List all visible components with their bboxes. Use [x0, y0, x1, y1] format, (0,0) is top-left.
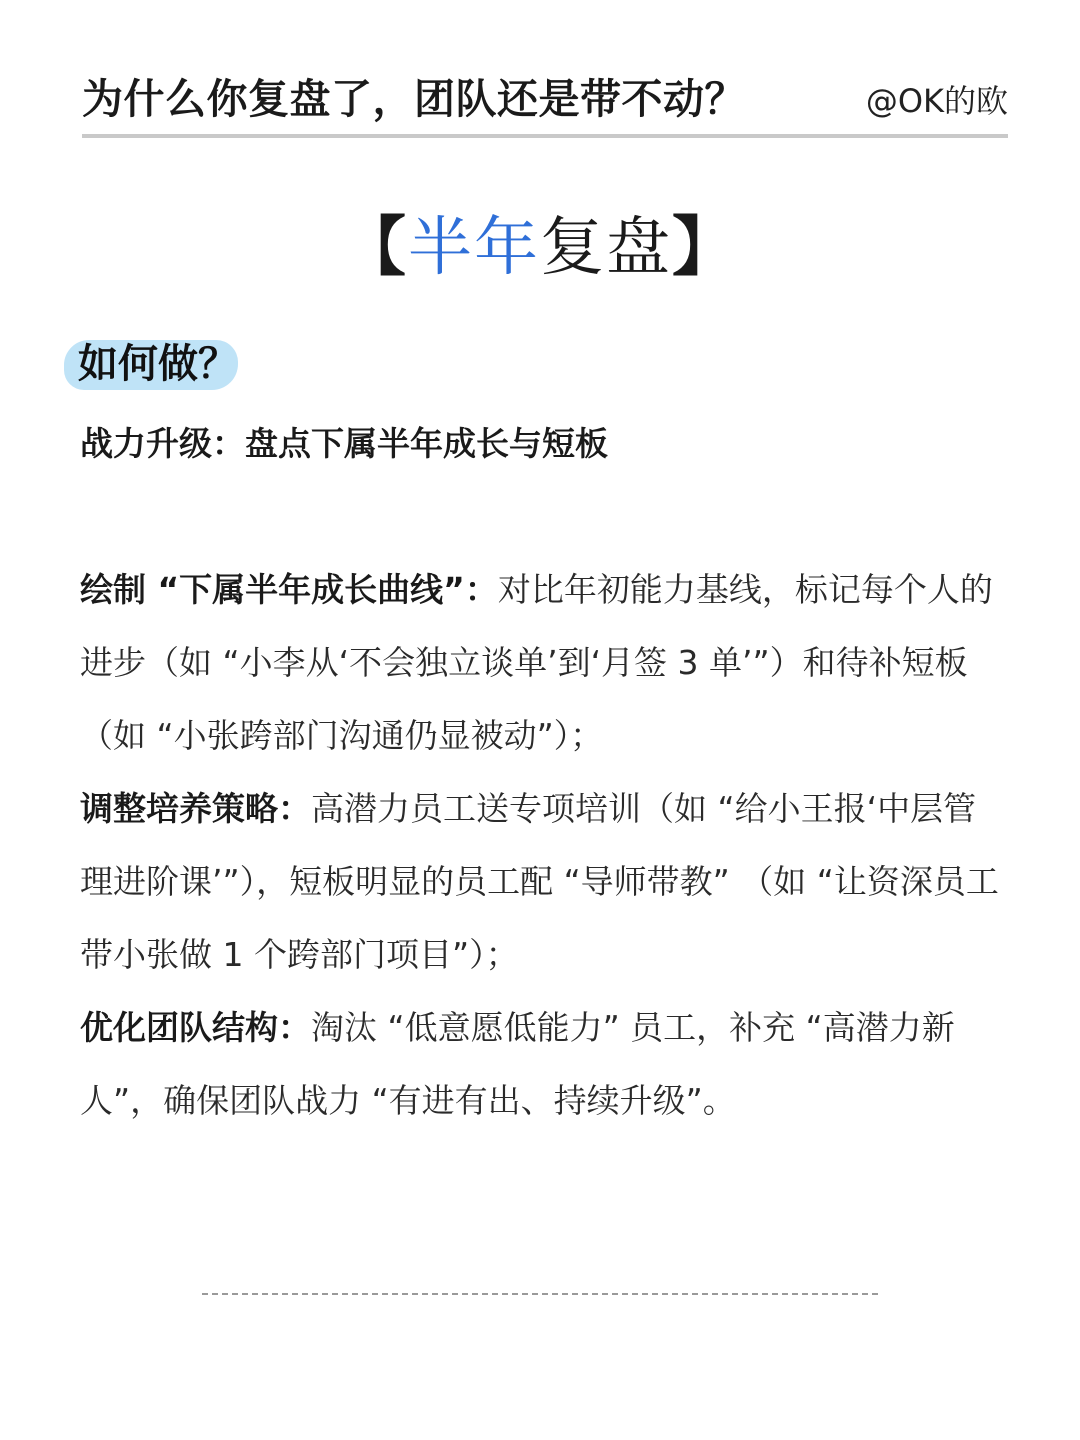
subtitle: 战力升级：盘点下属半年成长与短板 — [80, 424, 608, 463]
paragraph-structure — [80, 991, 1000, 1137]
section-title-text: 复盘 — [540, 211, 672, 285]
body-text — [80, 553, 1000, 1137]
header-divider — [82, 134, 1008, 138]
paragraph-text: 高潜力员工送专项培训（如 “给小王报‘中层管理进阶课’”），短板明显的员工配 “导师带教” （如 “让资深员工带小张做 1 个跨部门项目”）； — [80, 789, 999, 974]
paragraph-lead: 调整培养策略： — [80, 789, 311, 828]
bracket-close: 】 — [672, 211, 738, 285]
section-title-highlight: 半年 — [408, 211, 540, 285]
paragraph-growth-curve — [80, 553, 1000, 772]
paragraph-lead: 绘制 “下属半年成长曲线”： — [80, 570, 498, 609]
paragraph-text: 对比年初能力基线，标记每个人的进步（如 “小李从‘不会独立谈单’到‘月签 3 单’”）和待补短板（如 “小张跨部门沟通仍显被动”）； — [80, 570, 993, 755]
bracket-open: 【 — [342, 211, 408, 285]
author-handle: @OK的欧 — [865, 82, 1008, 120]
howto-heading: 如何做？ — [78, 341, 238, 387]
page-title: 为什么你复盘了，团队还是带不动？ — [82, 75, 746, 123]
dashed-divider — [202, 1293, 878, 1295]
paragraph-training — [80, 772, 1000, 991]
paragraph-lead: 优化团队结构： — [80, 1008, 311, 1047]
paragraph-text: 淘汰 “低意愿低能力” 员工，补充 “高潜力新人”，确保团队战力 “有进有出、持续升级”。 — [80, 1008, 955, 1120]
section-title — [0, 196, 1080, 288]
header — [82, 60, 1008, 138]
